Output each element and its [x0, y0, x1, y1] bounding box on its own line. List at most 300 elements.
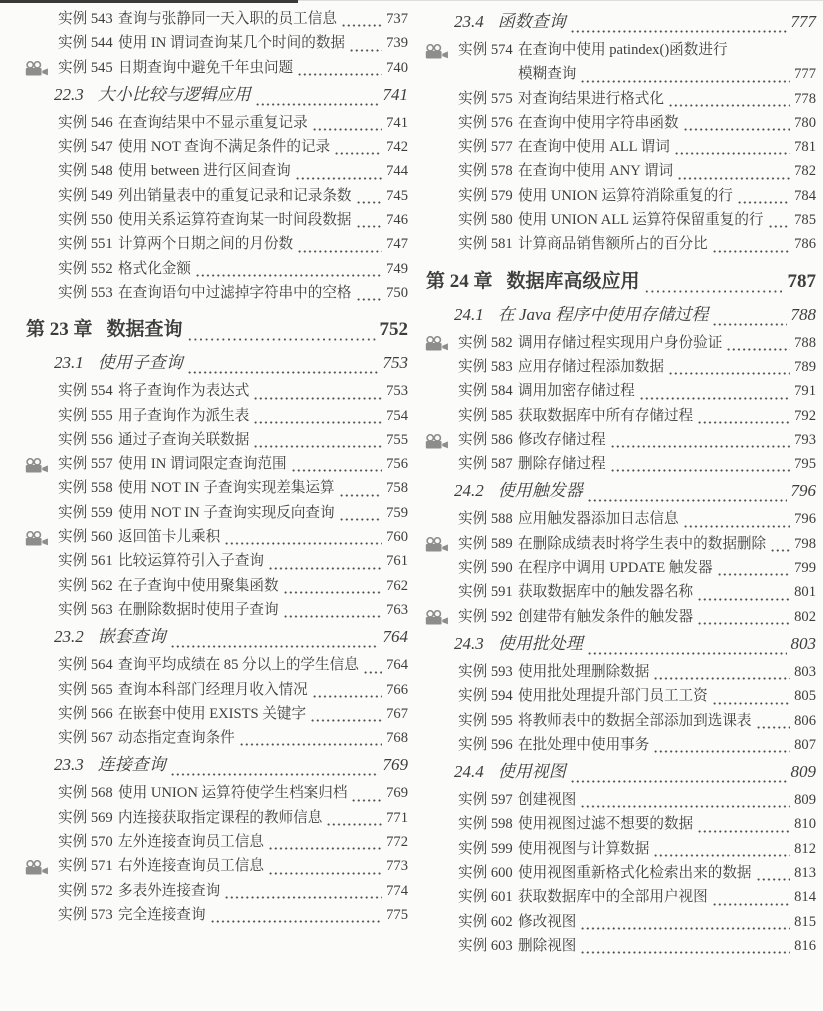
entry-title: 在查询语句中过滤掉字符串中的空格 — [118, 284, 352, 301]
entry-title: 在查询中使用 ALL 谓词 — [518, 139, 670, 156]
video-camera-icon — [424, 42, 458, 59]
entry-page-number: 753 — [382, 353, 408, 373]
entry-label: 实例 549 — [58, 187, 113, 204]
dot-leader — [610, 469, 791, 472]
entry-title: 使用批处理删除数据 — [518, 663, 650, 680]
entry-title: 修改视图 — [518, 913, 577, 930]
toc-example-row — [424, 404, 816, 428]
entry-title: 使用 NOT IN 子查询实现反向查询 — [118, 504, 335, 521]
dot-leader — [339, 518, 383, 521]
entry-page-number: 792 — [794, 407, 816, 424]
dot-leader — [580, 951, 790, 954]
entry-title: 内连接获取指定课程的教师信息 — [118, 809, 323, 826]
toc-section-row — [24, 622, 408, 653]
video-camera-icon — [424, 334, 458, 351]
toc-example-row — [424, 733, 816, 757]
toc-example-row — [424, 837, 816, 861]
entry-page-number: 807 — [794, 736, 816, 753]
toc-example-row — [24, 806, 408, 830]
entry-page-number: 760 — [386, 529, 408, 546]
entry-title: 嵌套查询 — [97, 627, 166, 647]
dot-leader — [326, 823, 382, 826]
toc-example-row — [24, 428, 408, 452]
dot-leader — [668, 372, 790, 375]
entry-label: 实例 589 — [458, 535, 513, 552]
toc-example-row — [24, 879, 408, 903]
toc-example-row — [424, 184, 816, 208]
dot-leader — [756, 878, 791, 881]
entry-title: 使用子查询 — [97, 353, 183, 373]
entry-page-number: 786 — [794, 236, 816, 253]
entry-title: 创建带有触发条件的触发器 — [518, 608, 694, 625]
entry-label: 实例 561 — [58, 553, 113, 570]
entry-page-number: 761 — [386, 553, 408, 570]
entry-page-number: 756 — [386, 456, 408, 473]
toc-example-row — [424, 452, 816, 476]
toc-example-row — [424, 861, 816, 885]
dot-leader — [253, 397, 382, 400]
entry-title: 在子查询中使用聚集函数 — [118, 577, 279, 594]
toc-section-row — [424, 629, 816, 660]
dot-leader — [356, 225, 383, 228]
entry-page-number: 785 — [794, 212, 816, 229]
entry-label: 实例 554 — [58, 383, 113, 400]
entry-page-number: 775 — [386, 906, 408, 923]
entry-title: 比较运算符引入子查询 — [118, 553, 264, 570]
entry-label: 实例 574 — [458, 42, 513, 58]
dot-leader — [697, 598, 790, 601]
toc-example-row — [424, 788, 816, 812]
toc-example-row — [24, 830, 408, 854]
entry-label: 实例 591 — [458, 584, 513, 601]
entry-title: 获取数据库中的触发器名称 — [518, 584, 694, 601]
entry-label: 实例 575 — [458, 90, 513, 107]
toc-example-row — [24, 257, 408, 281]
entry-page-number: 772 — [386, 834, 408, 851]
dot-leader — [341, 24, 382, 27]
entry-page-number: 788 — [790, 304, 816, 324]
entry-page-number: 742 — [386, 139, 408, 156]
dot-leader — [770, 549, 790, 552]
entry-label: 实例 568 — [58, 785, 113, 802]
entry-label: 实例 551 — [58, 236, 113, 253]
entry-label: 实例 571 — [58, 858, 113, 875]
toc-example-row — [424, 885, 816, 909]
entry-label: 实例 558 — [58, 480, 113, 497]
toc-example-row — [424, 812, 816, 836]
dot-leader — [712, 250, 790, 253]
entry-page-number: 793 — [794, 431, 816, 448]
toc-example-row — [24, 452, 408, 476]
entry-title: 使用 NOT 查询不满足条件的记录 — [118, 139, 331, 156]
entry-page-number: 795 — [794, 456, 816, 473]
toc-example-row — [424, 38, 816, 62]
entry-label: 实例 592 — [458, 608, 513, 625]
toc-example-row — [424, 556, 816, 580]
entry-title: 使用关系运算符查询某一时间段数据 — [118, 212, 352, 229]
entry-label: 实例 588 — [458, 511, 513, 528]
entry-label: 实例 578 — [458, 163, 513, 180]
dot-leader — [726, 348, 790, 351]
entry-label: 实例 559 — [58, 504, 113, 521]
dot-leader — [668, 104, 790, 107]
toc-example-row — [24, 111, 408, 135]
dot-leader — [683, 128, 791, 131]
entry-label: 实例 581 — [458, 236, 513, 253]
entry-page-number: 737 — [386, 11, 408, 27]
entry-label: 实例 564 — [58, 657, 113, 674]
toc-example-row — [24, 208, 408, 232]
entry-label: 实例 547 — [58, 139, 113, 156]
toc-example-row — [24, 404, 408, 428]
dot-leader — [683, 525, 791, 528]
entry-page-number: 759 — [386, 504, 408, 521]
entry-page-number: 745 — [386, 187, 408, 204]
dot-leader — [283, 615, 383, 618]
entry-page-number: 740 — [386, 59, 408, 76]
entry-title: 在程序中调用 UPDATE 触发器 — [518, 560, 713, 577]
entry-label: 实例 586 — [458, 431, 513, 448]
dot-leader — [587, 499, 787, 502]
entry-label: 实例 576 — [458, 114, 513, 131]
toc-example-row — [424, 709, 816, 733]
entry-label: 实例 602 — [458, 913, 513, 930]
entry-page-number: 773 — [386, 858, 408, 875]
entry-title: 格式化金额 — [118, 260, 191, 277]
toc-example-row — [24, 549, 408, 573]
toc-example-row — [24, 135, 408, 159]
toc-column-left — [24, 7, 408, 927]
entry-label: 实例 543 — [58, 11, 113, 27]
entry-page-number: 755 — [386, 431, 408, 448]
dot-leader — [677, 177, 790, 180]
dot-leader — [570, 780, 787, 783]
entry-title: 使用 UNION 运算符消除重复的行 — [518, 187, 733, 204]
entry-label: 实例 572 — [58, 882, 113, 899]
entry-title: 在查询中使用 patindex()函数进行 — [518, 42, 728, 58]
dot-leader — [334, 152, 382, 155]
entry-page-number: 809 — [794, 792, 816, 809]
entry-page-number: 806 — [794, 712, 816, 729]
dot-leader — [653, 854, 790, 857]
entry-page-number: 781 — [794, 139, 816, 156]
entry-title: 使用 between 进行区间查询 — [118, 163, 291, 180]
entry-label: 实例 582 — [458, 334, 513, 351]
entry-title: 使用 IN 谓词查询某几个时间的数据 — [118, 35, 346, 52]
entry-page-number: 801 — [794, 584, 816, 601]
dot-leader — [363, 671, 382, 674]
dot-leader — [195, 274, 382, 277]
entry-title: 使用视图与计算数据 — [518, 840, 650, 857]
entry-label: 第 24 章 — [426, 270, 493, 292]
toc-example-row — [24, 379, 408, 403]
entry-page-number: 787 — [787, 270, 816, 292]
dot-leader — [312, 128, 382, 131]
dot-leader — [291, 469, 382, 472]
entry-label: 实例 556 — [58, 431, 113, 448]
entry-label: 实例 596 — [458, 736, 513, 753]
toc-example-row — [24, 476, 408, 500]
entry-page-number: 815 — [794, 913, 816, 930]
dot-leader — [224, 542, 382, 545]
video-camera-icon — [424, 608, 458, 625]
entry-title: 使用视图重新格式化检索出来的数据 — [518, 865, 752, 882]
dot-leader — [712, 903, 790, 906]
entry-page-number: 758 — [386, 480, 408, 497]
toc-example-row — [424, 910, 816, 934]
entry-label: 实例 598 — [458, 816, 513, 833]
entry-page-number: 816 — [794, 937, 816, 954]
dot-leader — [653, 750, 790, 753]
toc-example-row — [24, 56, 408, 80]
entry-page-number: 814 — [794, 889, 816, 906]
dot-leader — [580, 805, 790, 808]
entry-title: 完全连接查询 — [118, 906, 206, 923]
entry-page-number: 763 — [386, 601, 408, 618]
entry-label: 实例 587 — [458, 456, 513, 473]
entry-label: 实例 570 — [58, 834, 113, 851]
entry-title: 左外连接查询员工信息 — [118, 834, 264, 851]
entry-title: 日期查询中避免千年虫问题 — [118, 59, 294, 76]
entry-title: 多表外连接查询 — [118, 882, 221, 899]
entry-page-number: 812 — [794, 840, 816, 857]
dot-leader — [610, 445, 791, 448]
entry-label: 第 23 章 — [26, 319, 93, 341]
dot-leader — [255, 103, 379, 106]
toc-example-row — [424, 532, 816, 556]
dot-leader — [712, 702, 790, 705]
toc-column-right — [424, 7, 816, 958]
entry-label: 实例 552 — [58, 260, 113, 277]
entry-label: 实例 546 — [58, 114, 113, 131]
entry-label: 实例 579 — [458, 187, 513, 204]
dot-leader — [268, 567, 382, 570]
entry-page-number: 796 — [794, 511, 816, 528]
entry-title: 使用触发器 — [497, 481, 583, 501]
entry-page-number: 789 — [794, 358, 816, 375]
entry-title: 列出销量表中的重复记录和记录条数 — [118, 187, 352, 204]
dot-leader — [283, 591, 383, 594]
dot-leader — [737, 201, 790, 204]
video-camera-icon — [24, 858, 58, 875]
dot-leader — [580, 80, 790, 83]
entry-page-number: 767 — [386, 705, 408, 722]
entry-title: 用子查询作为派生表 — [118, 407, 250, 424]
entry-title: 应用存储过程添加数据 — [518, 358, 664, 375]
dot-leader — [187, 371, 379, 374]
dot-leader — [339, 494, 383, 497]
entry-label: 实例 573 — [58, 906, 113, 923]
entry-label: 实例 590 — [458, 560, 513, 577]
toc-example-row — [424, 605, 816, 629]
entry-title: 在删除数据时使用子查询 — [118, 601, 279, 618]
dot-leader — [674, 152, 790, 155]
dot-leader — [644, 290, 784, 293]
dot-leader — [712, 323, 786, 326]
video-camera-icon — [24, 59, 58, 76]
entry-label: 实例 567 — [58, 730, 113, 747]
entry-label: 23.1 — [54, 353, 84, 373]
dot-leader — [570, 30, 787, 33]
entry-label: 24.3 — [454, 633, 484, 653]
toc-example-row — [24, 31, 408, 55]
dot-leader — [356, 201, 383, 204]
entry-label: 实例 584 — [458, 383, 513, 400]
entry-title: 连接查询 — [97, 755, 166, 775]
entry-title: 使用视图 — [497, 762, 566, 782]
toc-example-row — [424, 232, 816, 256]
entry-page-number: 796 — [790, 481, 816, 501]
entry-page-number: 766 — [386, 681, 408, 698]
entry-title: 在查询结果中不显示重复记录 — [118, 114, 308, 131]
entry-label: 实例 583 — [458, 358, 513, 375]
dot-leader — [351, 799, 382, 802]
entry-title: 调用加密存储过程 — [518, 383, 635, 400]
toc-example-row — [424, 355, 816, 379]
entry-label: 实例 599 — [458, 840, 513, 857]
toc-section-row — [424, 476, 816, 507]
toc-section-row — [424, 300, 816, 331]
entry-label: 实例 563 — [58, 601, 113, 618]
entry-page-number: 809 — [790, 762, 816, 782]
entry-title: 在删除成绩表时将学生表中的数据删除 — [518, 535, 767, 552]
dot-leader — [239, 743, 382, 746]
entry-title: 在批处理中使用事务 — [518, 736, 650, 753]
dot-leader — [697, 421, 790, 424]
dot-leader — [295, 177, 382, 180]
entry-page-number: 768 — [386, 730, 408, 747]
scan-edge-line-dark — [0, 0, 298, 3]
entry-page-number: 771 — [386, 809, 408, 826]
entry-title: 数据库高级应用 — [506, 270, 640, 292]
toc-example-row — [424, 428, 816, 452]
entry-title: 应用触发器添加日志信息 — [518, 511, 679, 528]
toc-example-row — [24, 726, 408, 750]
entry-title: 使用 UNION 运算符使学生档案归档 — [118, 785, 348, 802]
entry-title: 通过子查询关联数据 — [118, 431, 250, 448]
entry-page-number: 803 — [794, 663, 816, 680]
dot-leader — [768, 225, 791, 228]
entry-page-number: 788 — [794, 334, 816, 351]
toc-example-row — [24, 501, 408, 525]
entry-label: 实例 557 — [58, 456, 113, 473]
entry-title: 大小比较与逻辑应用 — [97, 84, 251, 104]
entry-label: 实例 566 — [58, 705, 113, 722]
entry-title: 在查询中使用字符串函数 — [518, 114, 679, 131]
dot-leader — [170, 645, 379, 648]
entry-title: 在 Java 程序中使用存储过程 — [497, 304, 709, 324]
entry-label: 实例 600 — [458, 865, 513, 882]
toc-example-row — [24, 653, 408, 677]
entry-label: 实例 545 — [58, 59, 113, 76]
entry-page-number: 749 — [386, 260, 408, 277]
entry-title: 在嵌套中使用 EXISTS 关键字 — [118, 705, 307, 722]
entry-page-number: 810 — [794, 816, 816, 833]
dot-leader — [349, 49, 382, 52]
toc-section-row — [424, 757, 816, 788]
toc-example-row — [24, 574, 408, 598]
entry-label: 实例 594 — [458, 688, 513, 705]
entry-label: 实例 585 — [458, 407, 513, 424]
entry-page-number: 762 — [386, 577, 408, 594]
entry-label: 23.3 — [54, 755, 84, 775]
toc-example-row-continuation — [424, 62, 816, 86]
entry-page-number: 754 — [386, 407, 408, 424]
dot-leader — [224, 896, 382, 899]
entry-label: 23.2 — [54, 627, 84, 647]
entry-title: 使用 IN 谓词限定查询范围 — [118, 456, 287, 473]
entry-page-number: 777 — [794, 66, 816, 83]
entry-label: 实例 597 — [458, 792, 513, 809]
toc-example-row — [424, 331, 816, 355]
entry-page-number: 764 — [386, 657, 408, 674]
dot-leader — [310, 719, 382, 722]
dot-leader — [587, 652, 787, 655]
entry-page-number: 769 — [382, 755, 408, 775]
toc-example-row — [424, 135, 816, 159]
entry-label: 实例 560 — [58, 529, 113, 546]
toc-example-row — [424, 379, 816, 403]
dot-leader — [210, 920, 383, 923]
toc-example-row — [424, 208, 816, 232]
entry-label: 实例 595 — [458, 712, 513, 729]
entry-page-number: 813 — [794, 865, 816, 882]
entry-label: 24.4 — [454, 762, 484, 782]
toc-example-row — [24, 525, 408, 549]
toc-example-row — [24, 232, 408, 256]
entry-page-number: 741 — [386, 114, 408, 131]
entry-page-number: 774 — [386, 882, 408, 899]
entry-title: 查询与张静同一天入职的员工信息 — [118, 11, 337, 27]
entry-page-number: 739 — [386, 35, 408, 52]
entry-page-number: 753 — [386, 383, 408, 400]
toc-example-row — [24, 281, 408, 305]
dot-leader — [756, 726, 791, 729]
dot-leader — [653, 677, 790, 680]
toc-chapter-row — [24, 314, 408, 346]
entry-label: 实例 555 — [58, 407, 113, 424]
entry-title: 使用批处理提升部门员工工资 — [518, 688, 708, 705]
entry-label: 实例 544 — [58, 35, 113, 52]
toc-example-row — [24, 702, 408, 726]
video-camera-icon — [424, 535, 458, 552]
entry-label: 实例 562 — [58, 577, 113, 594]
entry-title: 在查询中使用 ANY 谓词 — [518, 163, 674, 180]
entry-page-number: 803 — [790, 633, 816, 653]
toc-example-row — [424, 111, 816, 135]
entry-title: 使用批处理 — [497, 633, 583, 653]
entry-page-number: 784 — [794, 187, 816, 204]
toc-section-row — [24, 80, 408, 111]
dot-leader — [639, 397, 790, 400]
entry-title: 创建视图 — [518, 792, 577, 809]
toc-example-row — [424, 159, 816, 183]
video-camera-icon — [24, 456, 58, 473]
entry-page-number: 782 — [794, 163, 816, 180]
entry-page-number: 798 — [794, 535, 816, 552]
toc-chapter-row — [424, 266, 816, 298]
entry-label: 24.2 — [454, 481, 484, 501]
entry-title: 数据查询 — [106, 319, 183, 341]
dot-leader — [717, 573, 791, 576]
entry-page-number: 791 — [794, 383, 816, 400]
entry-title: 修改存储过程 — [518, 431, 606, 448]
entry-label: 24.1 — [454, 304, 484, 324]
entry-label: 实例 577 — [458, 139, 513, 156]
entry-title: 查询本科部门经理月收入情况 — [118, 681, 308, 698]
entry-page-number: 744 — [386, 163, 408, 180]
entry-title: 右外连接查询员工信息 — [118, 858, 264, 875]
